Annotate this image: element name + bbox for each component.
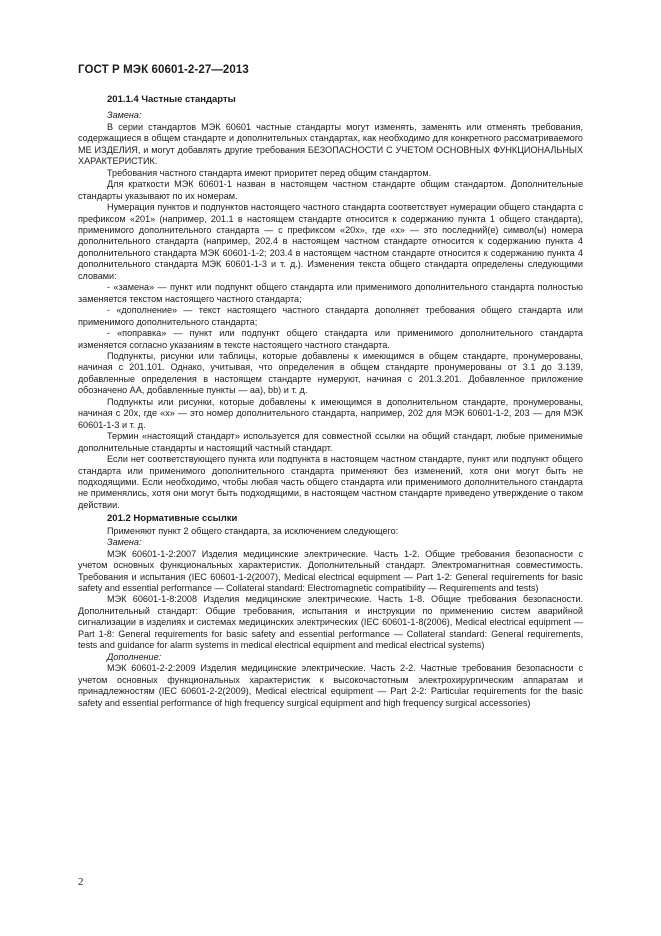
- list-item: - «поправка» — пункт или подпункт общего стандарта или применимого дополнительного стандарта изменяется согласно указаниям в тексте настоящего частного стандарта.: [78, 328, 583, 350]
- section-heading-201-2: 201.2 Нормативные ссылки: [107, 513, 238, 525]
- reference-entry: МЭК 60601-1-8:2008 Изделия медицинские электрические. Часть 1-8. Общие требования безопасности. Дополнительный стандарт: Общие требования, испытания и инструкции по применению систем аварийной сигнализации в изделиях и системах медицинских электрических (IEC 60601-1-8(2006), Medical electrical equipment — Part 1-8: General requirements for basic safety and essential performance — Collateral standard: General requirements, tests and guidance for alarm systems in medical electrical equipment and medical electrical systems): [78, 594, 583, 651]
- paragraph: Для краткости МЭК 60601-1 назван в настоящем частном стандарте общим стандартом. Дополнительные стандарты указывают по их номерам.: [78, 179, 583, 201]
- paragraph: Подпункты, рисунки или таблицы, которые добавлены к имеющимся в общем стандарте, пронумерованы, начиная с 201.101. Однако, учитывая, что определения в общем стандарте пронумерованы от 3.1 до 3.139, добавленные определения в настоящем стандарте нумеруют, начиная с 201.3.201. Добавленное приложение обозначено АА, добавленные пункты — аа), bb) и т. д.: [78, 350, 583, 396]
- replace-label: Замена:: [107, 537, 142, 548]
- list-item: - «дополнение» — текст настоящего частного стандарта дополняет требования общего стандарта или применимого дополнительного стандарта;: [78, 305, 583, 327]
- reference-entry: МЭК 60601-1-2:2007 Изделия медицинские электрические. Часть 1-2. Общие требования безопасности с учетом основных функциональных характеристик. Дополнительный стандарт. Электромагнитная совместимость. Требования и испытания (IEC 60601-1-2(2007), Medical electrical equipment — Part 1-2: General requirements for basic safety and essential performance — Collateral standard: Electromagnetic compatibility — Requirements and tests): [78, 548, 583, 594]
- paragraph: В серии стандартов МЭК 60601 частные стандарты могут изменять, заменять или отменять требования, содержащиеся в общем стандарте и дополнительных стандартах, как необходимо для конкретного рассматриваемого МЕ ИЗДЕЛИЯ, и могут добавлять другие требования БЕЗОПАСНОСТИ С УЧЕТОМ ОСНОВНЫХ ФУНКЦИОНАЛЬНЫХ ХАРАКТЕРИСТИК.: [78, 121, 583, 167]
- paragraph: Если нет соответствующего пункта или подпункта в настоящем частном стандарте, пункт или подпункт общего стандарта или применимого дополнительного стандарта применяют без изменений, хотя они могут быть не подходящими. Если необходимо, чтобы любая часть общего стандарта или применимого дополнительного стандарта не применялись, хотя они могут быть подходящими, в настоящем частном стандарте приведено утверждение о таком действии.: [78, 454, 583, 510]
- section-heading-201-1-4: 201.1.4 Частные стандарты: [107, 94, 236, 105]
- page-number: 2: [78, 876, 84, 888]
- paragraph: Нумерация пунктов и подпунктов настоящего частного стандарта соответствует нумерации общего стандарта с префиксом «201» (например, 201.1 в настоящем стандарте относится к содержанию пункта 1 общего стандарта), применимого дополнительного стандарта — с префиксом «20x», где «x» — это последний(е) символ(ы) номера дополнительного стандарта (например, 202.4 в настоящем частном стандарте относится к содержанию пункта 4 дополнительного стандарта МЭК 60601-1-2; 203.4 в настоящем частном стандарте относится к содержанию пункта 4 дополнительного стандарта МЭК 60601-1-3 и т. д.). Изменения текста общего стандарта определены следующими словами:: [78, 202, 583, 281]
- reference-entry: МЭК 60601-2-2:2009 Изделия медицинские электрические. Часть 2-2. Частные требования безопасности с учетом основных функциональных характеристик к высокочастотным электрохирургическим аппаратам и принадлежностям (IEC 60601-2-2(2009), Medical electrical equipment — Part 2-2: Particular requirements for the basic safety and essential performance of high frequency surgical equipment and high frequency surgical accessories): [78, 663, 583, 708]
- paragraph: Подпункты или рисунки, которые добавлены к имеющимся в дополнительном стандарте, пронумерованы, начиная с 20x, где «x» — это номер дополнительного стандарта, например, 202 для МЭК 60601-1-2, 203 — для МЭК 60601-1-3 и т. д.: [78, 396, 583, 430]
- document-header: ГОСТ Р МЭК 60601-2-27—2013: [78, 64, 249, 76]
- paragraph: Термин «настоящий стандарт» используется для совместной ссылки на общий стандарт, любые применимые дополнительные стандарты и настоящий частный стандарт.: [78, 431, 583, 453]
- document-body: [78, 94, 583, 709]
- addition-label: Дополнение:: [107, 651, 162, 662]
- paragraph: Требования частного стандарта имеют приоритет перед общим стандартом.: [107, 167, 432, 178]
- replace-label: Замена:: [107, 110, 142, 121]
- paragraph: Применяют пункт 2 общего стандарта, за исключением следующего:: [107, 525, 399, 536]
- list-item: - «замена» — пункт или подпункт общего стандарта или применимого дополнительного стандарта полностью заменяется текстом настоящего частного стандарта;: [78, 282, 583, 304]
